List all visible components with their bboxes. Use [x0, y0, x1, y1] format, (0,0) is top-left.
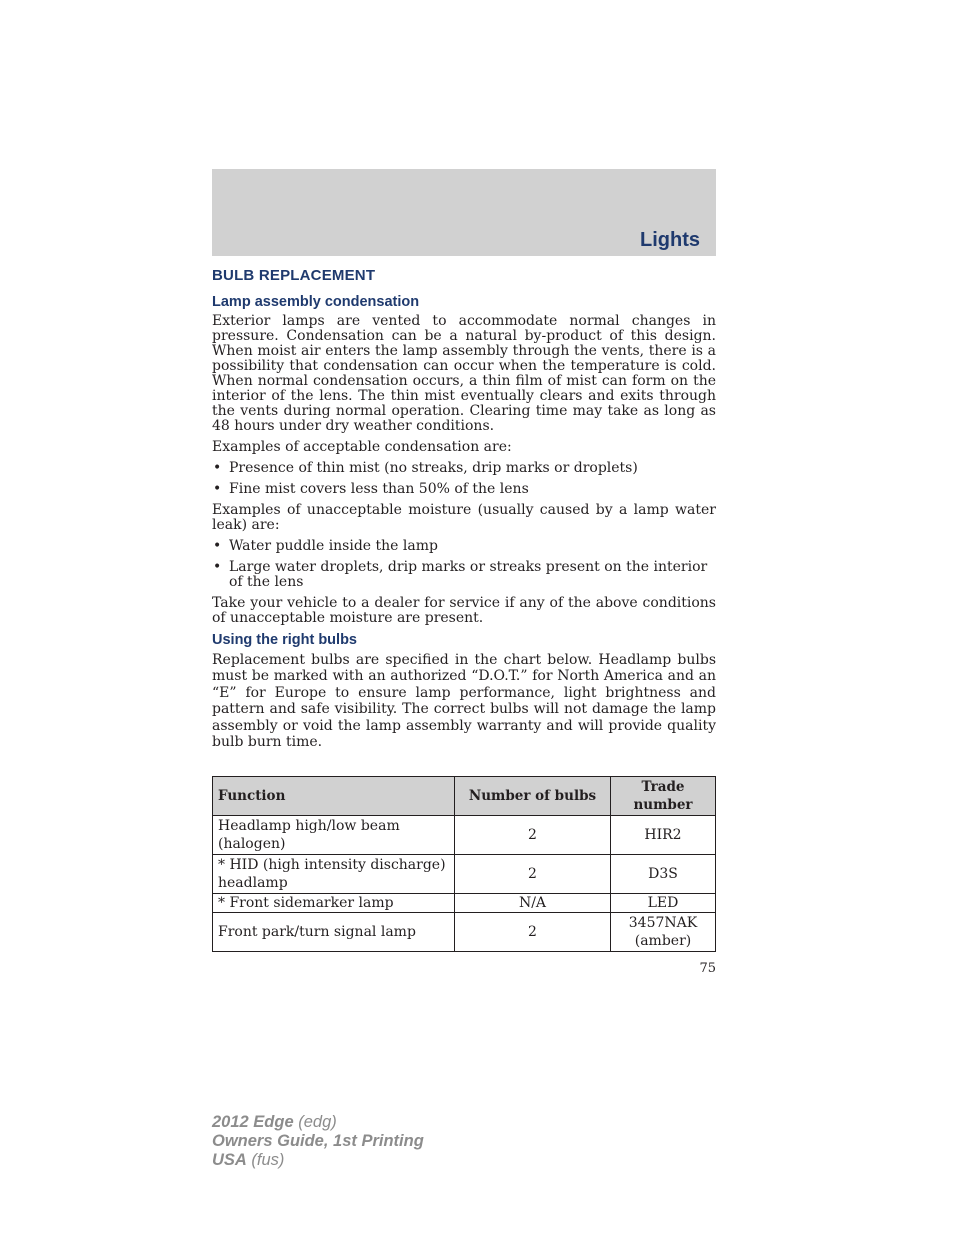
acceptable-intro: Examples of acceptable condensation are:: [212, 439, 512, 455]
footer-line-model: 2012 Edge (edg): [212, 1113, 337, 1131]
right-bulbs-heading: Using the right bulbs: [212, 632, 357, 648]
column-header: Function: [213, 777, 455, 816]
footer-line-region: USA (fus): [212, 1151, 285, 1169]
table-cell: 2: [455, 855, 611, 894]
header-band: [212, 169, 716, 256]
table-row: [213, 913, 716, 952]
page-number: 75: [699, 961, 716, 976]
acceptable-list: [212, 461, 716, 497]
table-cell: 3457NAK (amber): [611, 913, 716, 952]
condensation-intro: Exterior lamps are vented to accommodate normal changes in pressure. Condensation can be a natural by-product of this design. When moist air enters the lamp assembly through the vents, there is a possibility that condensation can occur when the temperature is cold. When normal condensation occurs, a thin film of mist can form on the interior of the lens. The thin mist eventually clears and exits through the vents during normal operation. Clearing time may take as long as 48 hours under dry weather conditions.: [212, 313, 716, 434]
footer: [212, 1113, 424, 1170]
right-bulbs-body: Replacement bulbs are specified in the chart below. Headlamp bulbs must be marked with an authorized “D.O.T.” for North America and an “E” for Europe to ensure lamp performance, light brightness and pattern and safe visibility. The correct bulbs will not damage the lamp assembly or void the lamp assembly warranty and will provide quality bulb burn time.: [212, 652, 716, 751]
table-row: [213, 816, 716, 855]
bullet-icon: •: [213, 460, 222, 476]
table-row: [213, 894, 716, 913]
table-cell: Front park/turn signal lamp: [213, 913, 455, 952]
table-row: [213, 855, 716, 894]
bullet-icon: •: [213, 559, 222, 575]
list-item: • Presence of thin mist (no streaks, drip marks or droplets): [213, 460, 638, 476]
table-cell: HIR2: [611, 816, 716, 855]
table-cell: N/A: [455, 894, 611, 913]
bullet-icon: •: [213, 481, 222, 497]
condensation-heading: Lamp assembly condensation: [212, 294, 420, 310]
list-item: • Large water droplets, drip marks or streaks present on the interior of the lens: [213, 559, 708, 590]
footer-line-guide: Owners Guide, 1st Printing: [212, 1132, 424, 1150]
list-item: • Fine mist covers less than 50% of the lens: [213, 481, 529, 497]
bulb-table: [212, 776, 716, 952]
table-cell: LED: [611, 894, 716, 913]
table-cell: * HID (high intensity discharge) headlamp: [213, 855, 455, 894]
column-header: Trade number: [611, 777, 716, 816]
bullet-icon: •: [213, 538, 222, 554]
unacceptable-intro: Examples of unacceptable moisture (usually caused by a lamp water leak) are:: [212, 502, 716, 533]
table-cell: * Front sidemarker lamp: [213, 894, 455, 913]
unacceptable-list: [212, 539, 716, 590]
chapter-title: Lights: [640, 229, 700, 251]
column-header: Number of bulbs: [455, 777, 611, 816]
list-item: • Water puddle inside the lamp: [213, 538, 438, 554]
table-cell: 2: [455, 816, 611, 855]
condensation-closing: Take your vehicle to a dealer for service if any of the above conditions of unacceptable moisture are present.: [212, 595, 716, 626]
table-cell: D3S: [611, 855, 716, 894]
table-cell: Headlamp high/low beam (halogen): [213, 816, 455, 855]
table-header-row: [213, 777, 716, 816]
table-cell: 2: [455, 913, 611, 952]
section-title: BULB REPLACEMENT: [212, 267, 376, 284]
main-content: [212, 267, 716, 756]
